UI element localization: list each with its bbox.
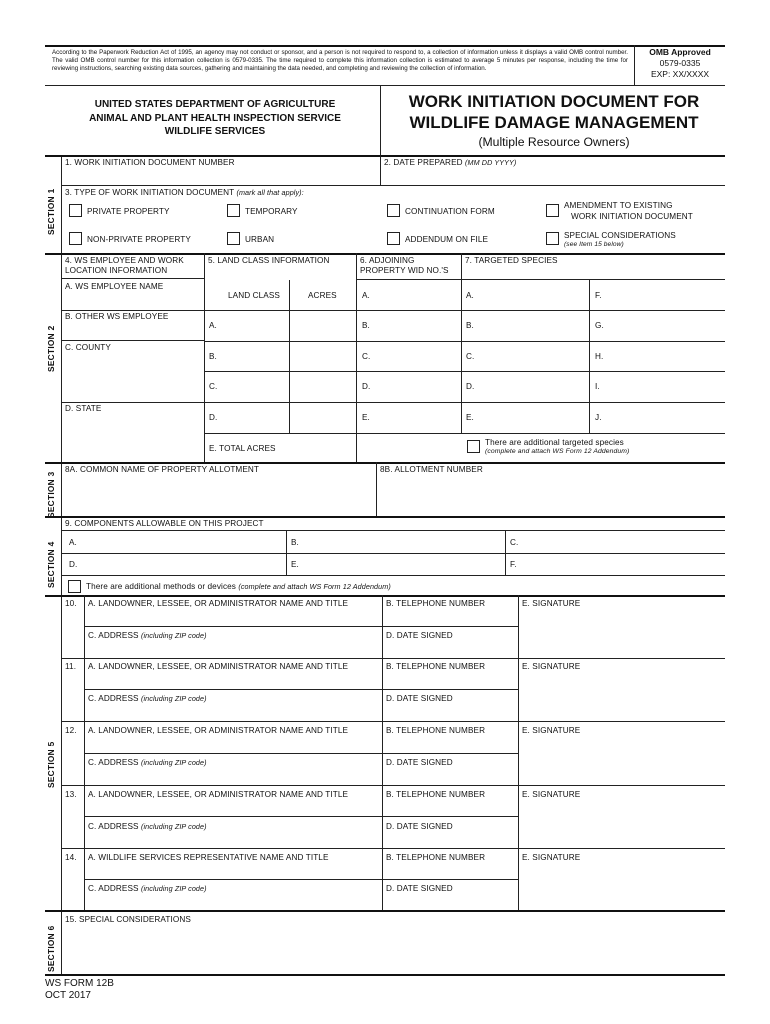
state-field[interactable] [62,414,204,459]
other-ws-employee-field[interactable] [62,322,204,338]
block-13-number: 13. [65,790,77,799]
field-7-label: 7. TARGETED SPECIES [465,256,558,265]
omb-exp: EXP: XX/XXXX [650,69,710,79]
additional-species-label: There are additional targeted species [485,438,624,447]
block-11-signature-label: E. SIGNATURE [522,662,581,671]
addendum-on-file-checkbox[interactable] [387,232,400,245]
field-15-label: 15. SPECIAL CONSIDERATIONS [65,915,191,924]
block-13-address-label: C. ADDRESS (including ZIP code) [88,822,207,831]
component-b: B. [291,538,299,547]
private-property-label: PRIVATE PROPERTY [87,207,170,216]
block-10-signature-label: E. SIGNATURE [522,599,581,608]
additional-methods-label: There are additional methods or devices (complete and attach WS Form 12 Addendum) [86,582,391,591]
block-11-number: 11. [65,662,77,671]
land-class-row-a: A. [209,321,217,330]
block-10-name-label: A. LANDOWNER, LESSEE, OR ADMINISTRATOR NAME AND TITLE [88,599,349,608]
land-class-row-b: B. [209,352,217,361]
paperwork-notice: According to the Paperwork Reduction Act of 1995, an agency may not conduct or sponsor, and a person is not required to respond to, a collection of information unless it displays a valid OMB control number. The valid OMB control number for this information collection is 0579-0335. The time required to complete this information collection is estimated to average 5 minutes per response, including the time for reviewing instructions, searching existing data sources, gathering and maintaining the data needed, and completing and reviewing the collection of information. [52,49,628,72]
special-considerations-field[interactable] [62,926,725,972]
other-ws-employee-label: B. OTHER WS EMPLOYEE [65,312,169,321]
field-1-label: 1. WORK INITIATION DOCUMENT NUMBER [65,158,235,167]
continuation-form-label: CONTINUATION FORM [405,207,495,216]
block-14-name-label: A. WILDLIFE SERVICES REPRESENTATIVE NAME AND TITLE [88,853,329,862]
date-prepared-field[interactable] [381,167,725,185]
species-d: D. [466,382,475,391]
block-12-signature-label: E. SIGNATURE [522,726,581,735]
component-a: A. [69,538,77,547]
block-13-name-label: A. LANDOWNER, LESSEE, OR ADMINISTRATOR NAME AND TITLE [88,790,349,799]
title-line-2: WILDLIFE DAMAGE MANAGEMENT [409,112,699,132]
omb-block [640,47,720,80]
block-14-phone-label: B. TELEPHONE NUMBER [386,853,486,862]
block-11-date-label: D. DATE SIGNED [386,694,453,703]
field-9-label: 9. COMPONENTS ALLOWABLE ON THIS PROJECT [65,519,264,528]
field-6-label-2: PROPERTY WID NO.'S [360,266,449,275]
land-class-row-d: D. [209,413,218,422]
block-13-signature-label: E. SIGNATURE [522,790,581,799]
species-h: H. [595,352,604,361]
county-field[interactable] [62,353,204,398]
special-considerations-label: SPECIAL CONSIDERATIONS [564,231,676,240]
block-10-address-label: C. ADDRESS (including ZIP code) [88,631,207,640]
species-i: I. [595,382,600,391]
block-10-signature-field[interactable] [519,612,725,656]
block-13-signature-field[interactable] [519,803,725,847]
state-label: D. STATE [65,404,102,413]
block-13-phone-label: B. TELEPHONE NUMBER [386,790,486,799]
block-14-address-label: C. ADDRESS (including ZIP code) [88,884,207,893]
wid-number-field[interactable] [62,167,380,185]
block-11-signature-field[interactable] [519,675,725,719]
section-6-label: SECTION 6 [46,925,56,972]
block-12-address-label: C. ADDRESS (including ZIP code) [88,758,207,767]
continuation-form-checkbox[interactable] [387,204,400,217]
section-3-label: SECTION 3 [46,471,56,518]
addendum-on-file-label: ADDENDUM ON FILE [405,235,489,244]
section-2-label: SECTION 2 [46,325,56,372]
species-f: F. [595,291,602,300]
block-11-phone-label: B. TELEPHONE NUMBER [386,662,486,671]
non-private-property-label: NON-PRIVATE PROPERTY [87,235,191,244]
additional-species-checkbox[interactable] [467,440,480,453]
block-14-date-label: D. DATE SIGNED [386,884,453,893]
form-number: WS FORM 12B [45,978,114,989]
block-10-number: 10. [65,599,77,608]
component-d: D. [69,560,78,569]
section-5-label: SECTION 5 [46,741,56,788]
land-class-row-c: C. [209,382,218,391]
additional-methods-checkbox[interactable] [68,580,81,593]
component-f: F. [510,560,517,569]
additional-species-hint: (complete and attach WS Form 12 Addendum) [485,448,630,455]
special-considerations-checkbox[interactable] [546,232,559,245]
block-12-number: 12. [65,726,77,735]
field-4-label-2: LOCATION INFORMATION [65,266,168,275]
private-property-checkbox[interactable] [69,204,82,217]
block-11-address-label: C. ADDRESS (including ZIP code) [88,694,207,703]
species-b: B. [466,321,474,330]
wid-row-d: D. [362,382,371,391]
block-12-signature-field[interactable] [519,739,725,783]
wid-row-a: A. [362,291,370,300]
species-j: J. [595,413,602,422]
section-1-label: SECTION 1 [46,188,56,235]
species-e: E. [466,413,474,422]
dept-line-2: ANIMAL AND PLANT HEALTH INSPECTION SERVICE [89,112,341,124]
allotment-name-field[interactable] [62,476,376,514]
field-6-label-1: 6. ADJOINING [360,256,415,265]
wid-row-e: E. [362,413,370,422]
land-class-header: LAND CLASS [228,291,280,300]
field-2-label: 2. DATE PREPARED (MM DD YYYY) [384,158,517,167]
ws-employee-name-field[interactable] [62,292,204,308]
omb-number: 0579-0335 [659,58,701,68]
date-format-hint: (MM DD YYYY) [465,158,517,167]
field-3-label: 3. TYPE OF WORK INITIATION DOCUMENT (mark all that apply): [65,188,304,197]
additional-methods-hint: (complete and attach WS Form 12 Addendum) [238,582,391,591]
block-14-number: 14. [65,853,77,862]
temporary-label: TEMPORARY [245,207,298,216]
form-date: OCT 2017 [45,990,91,1001]
department-heading [56,98,374,139]
urban-checkbox[interactable] [227,232,240,245]
mark-all-hint: (mark all that apply): [236,188,304,197]
form-title [385,92,723,133]
block-14-signature-label: E. SIGNATURE [522,853,581,862]
dept-line-1: UNITED STATES DEPARTMENT OF AGRICULTURE [94,99,336,110]
urban-label: URBAN [245,235,275,244]
block-13-date-label: D. DATE SIGNED [386,822,453,831]
ws-employee-name-label: A. WS EMPLOYEE NAME [65,282,164,291]
allotment-number-field[interactable] [377,476,725,514]
amendment-checkbox[interactable] [546,204,559,217]
wid-row-c: C. [362,352,371,361]
field-5-label: 5. LAND CLASS INFORMATION [208,256,330,265]
field-4-label-1: 4. WS EMPLOYEE AND WORK [65,256,184,265]
block-10-date-label: D. DATE SIGNED [386,631,453,640]
temporary-checkbox[interactable] [227,204,240,217]
species-g: G. [595,321,604,330]
form-subtitle: (Multiple Resource Owners) [478,135,630,149]
field-8a-label: 8A. COMMON NAME OF PROPERTY ALLOTMENT [65,465,260,474]
block-12-phone-label: B. TELEPHONE NUMBER [386,726,486,735]
block-11-name-label: A. LANDOWNER, LESSEE, OR ADMINISTRATOR NAME AND TITLE [88,662,349,671]
non-private-property-checkbox[interactable] [69,232,82,245]
dept-line-3: WILDLIFE SERVICES [164,126,266,137]
acres-header: ACRES [308,291,337,300]
total-acres-label: E. TOTAL ACRES [209,444,276,453]
block-12-date-label: D. DATE SIGNED [386,758,453,767]
amendment-label-2: WORK INITIATION DOCUMENT [571,212,693,221]
block-10-phone-label: B. TELEPHONE NUMBER [386,599,486,608]
title-line-1: WORK INITIATION DOCUMENT FOR [408,92,700,111]
omb-approved: OMB Approved [649,47,711,57]
block-12-name-label: A. LANDOWNER, LESSEE, OR ADMINISTRATOR NAME AND TITLE [88,726,349,735]
wid-row-b: B. [362,321,370,330]
special-considerations-hint: (see Item 15 below) [564,241,624,248]
component-c: C. [510,538,519,547]
field-8b-label: 8B. ALLOTMENT NUMBER [380,465,483,474]
total-acres-field[interactable] [290,437,356,461]
species-c: C. [466,352,475,361]
amendment-label-1: AMENDMENT TO EXISTING [564,201,673,210]
component-e: E. [291,560,299,569]
section-4-label: SECTION 4 [46,541,56,588]
species-a: A. [466,291,474,300]
county-label: C. COUNTY [65,343,111,352]
block-14-signature-field[interactable] [519,866,725,908]
